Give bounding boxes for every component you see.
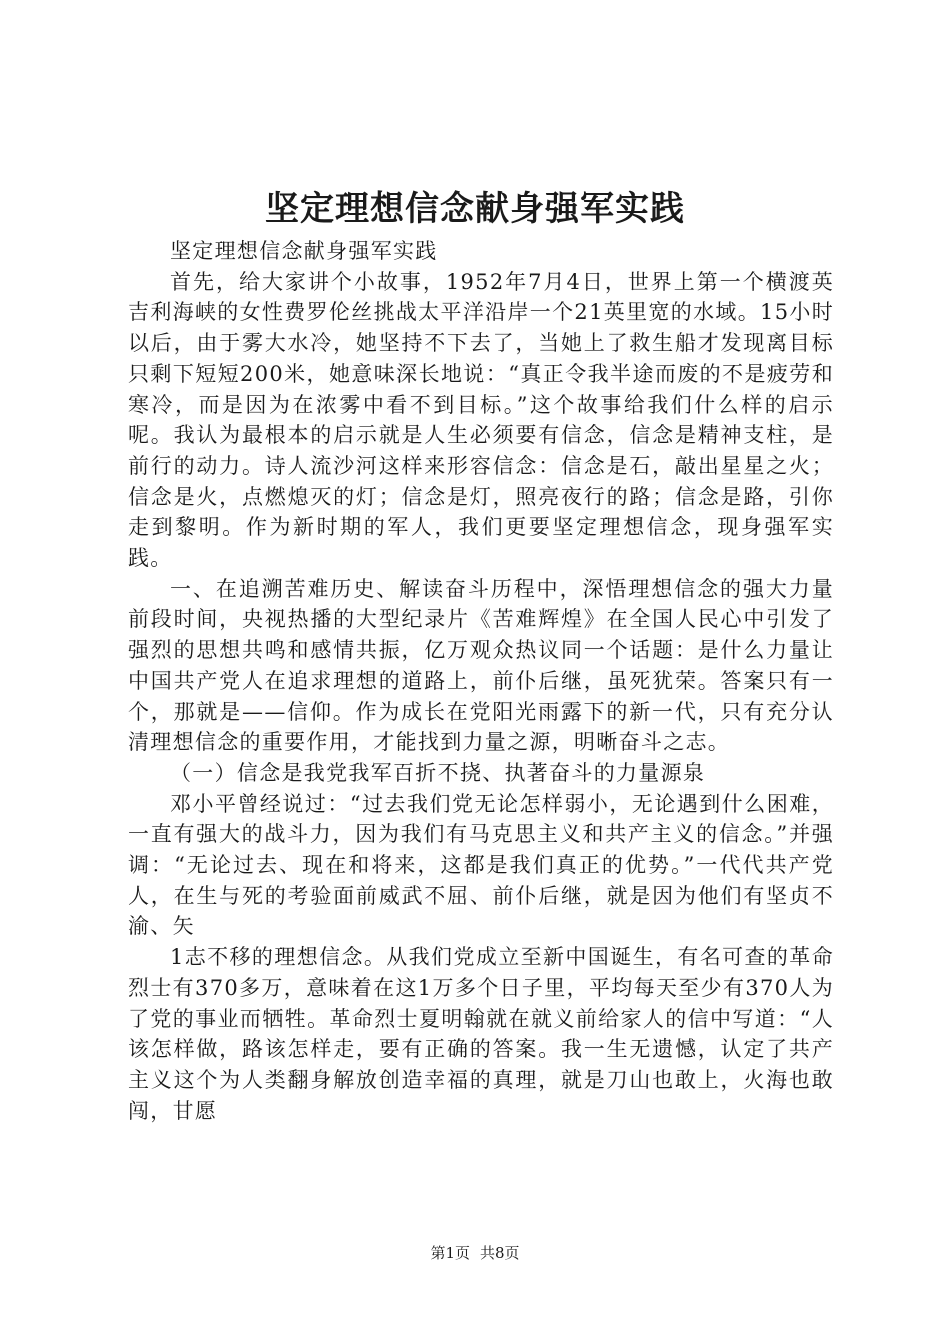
paragraph-deng-quote: 邓小平曾经说过：“过去我们党无论怎样弱小，无论遇到什么困难，一直有强大的战斗力，因为我们有马克思主义和共产主义的信念。”并强调：“无论过去、现在和将来，这都是我们真正的优势。”一代代共产党人，在生与死的考验面前威武不屈、前仆后继，就是因为他们有坚贞不渝、矢 <box>128 791 834 939</box>
paragraph-subsection-heading: （一）信念是我党我军百折不挠、执著奋斗的力量源泉 <box>170 760 706 785</box>
document-body <box>128 236 834 1126</box>
paragraph-subtitle: 坚定理想信念献身强军实践 <box>170 239 438 263</box>
document-title: 坚定理想信念献身强军实践 <box>265 189 685 229</box>
paragraph-section-one: 一、在追溯苦难历史、解读奋斗历程中，深悟理想信念的强大力量前段时间，央视热播的大型纪录片《苦难辉煌》在全国人民心中引发了强烈的思想共鸣和感情共振，亿万观众热议同一个话题：是什么力量让中国共产党人在追求理想的道路上，前仆后继，虽死犹荣。答案只有一个，那就是——信仰。作为成长在党阳光雨露下的新一代，只有充分认清理想信念的重要作用，才能找到力量之源，明晰奋斗之志。 <box>128 576 834 755</box>
paragraph-martyrs: 1志不移的理想信念。从我们党成立至新中国诞生，有名可查的革命烈士有370多万，意味着在这1万多个日子里，平均每天至少有370人为了党的事业而牺牲。革命烈士夏明翰就在就义前给家人的信中写道：“人该怎样做，路该怎样走，要有正确的答案。我一生无遗憾，认定了共产主义这个为人类翻身解放创造幸福的真理，就是刀山也敢上，火海也敢闯，甘愿 <box>128 945 834 1123</box>
page-number: 第1页 <box>430 1244 470 1262</box>
page-total: 共8页 <box>480 1244 520 1262</box>
page-footer <box>0 1242 950 1264</box>
paragraph-intro-story: 首先，给大家讲个小故事，1952年7月4日，世界上第一个横渡英吉利海峡的女性费罗伦丝挑战太平洋沿岸一个21英里宽的水域。15小时以后，由于雾大水冷，她坚持不下去了，当她上了救生船才发现离目标只剩下短短200米，她意味深长地说：“真正令我半途而废的不是疲劳和寒冷，而是因为在浓雾中看不到目标。”这个故事给我们什么样的启示呢。我认为最根本的启示就是人生必须要有信念，信念是精神支柱，是前行的动力。诗人流沙河这样来形容信念：信念是石，敲出星星之火；信念是火，点燃熄灭的灯；信念是灯，照亮夜行的路；信念是路，引你走到黎明。作为新时期的军人，我们更要坚定理想信念，现身强军实践。 <box>128 269 834 571</box>
